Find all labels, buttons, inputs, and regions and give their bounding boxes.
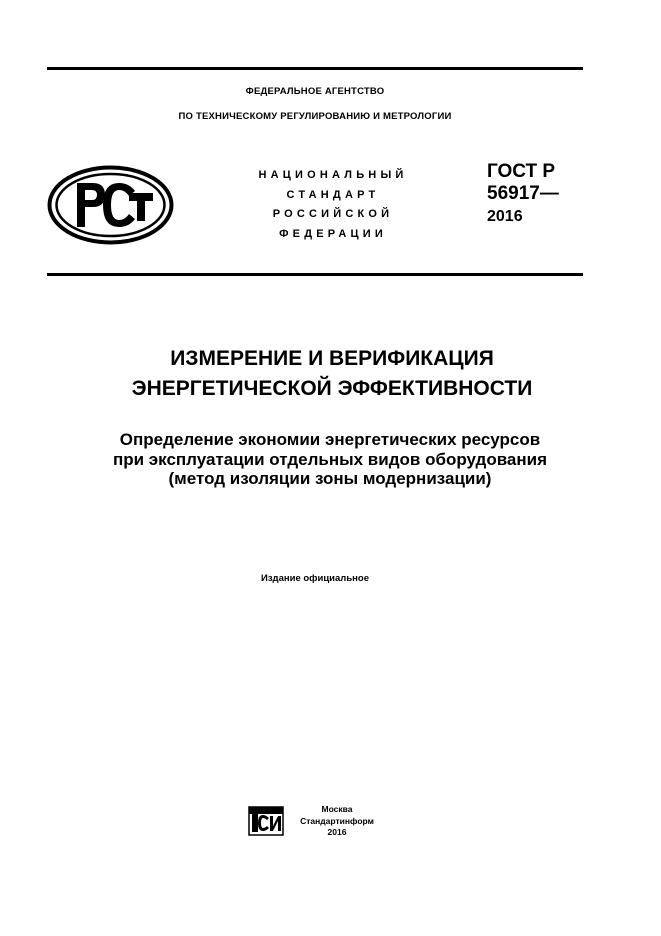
middle-rule	[47, 273, 583, 276]
publisher-name: Стандартинформ	[300, 815, 374, 826]
document-title	[47, 344, 617, 404]
document-subtitle	[30, 430, 630, 489]
standard-designation	[487, 161, 559, 228]
national-standard-caption	[228, 166, 438, 244]
publisher-city: Москва	[321, 804, 353, 814]
agency-name-line1: ФЕДЕРАЛЬНОЕ АГЕНТСТВО	[245, 86, 385, 97]
publisher-year: 2016	[327, 827, 347, 837]
publisher-imprint	[292, 804, 382, 839]
edition-label: Издание официальное	[261, 573, 369, 584]
rst-standard-logo	[47, 165, 174, 245]
national-standard-line: РОССИЙСКОЙ	[272, 208, 394, 220]
title-line: ИЗМЕРЕНИЕ И ВЕРИФИКАЦИЯ	[170, 347, 494, 370]
subtitle-line: (метод изоляции зоны модернизации)	[168, 469, 492, 488]
subtitle-line: Определение экономии энергетических ресурсов	[119, 430, 541, 449]
subtitle-line: при эксплуатации отдельных видов оборудования	[112, 449, 548, 469]
designation-year: 2016	[487, 208, 523, 225]
standartinform-logo	[248, 806, 284, 836]
national-standard-line: НАЦИОНАЛЬНЫЙ	[258, 169, 408, 181]
top-rule	[47, 67, 583, 70]
agency-name-line2: ПО ТЕХНИЧЕСКОМУ РЕГУЛИРОВАНИЮ И МЕТРОЛОГИИ	[178, 111, 452, 122]
designation-number: 56917—	[487, 183, 559, 204]
national-standard-line: СТАНДАРТ	[286, 188, 380, 201]
designation-prefix: ГОСТ Р	[487, 161, 556, 182]
title-line: ЭНЕРГЕТИЧЕСКОЙ ЭФФЕКТИВНОСТИ	[131, 377, 533, 400]
national-standard-line: ФЕДЕРАЦИИ	[279, 227, 387, 240]
